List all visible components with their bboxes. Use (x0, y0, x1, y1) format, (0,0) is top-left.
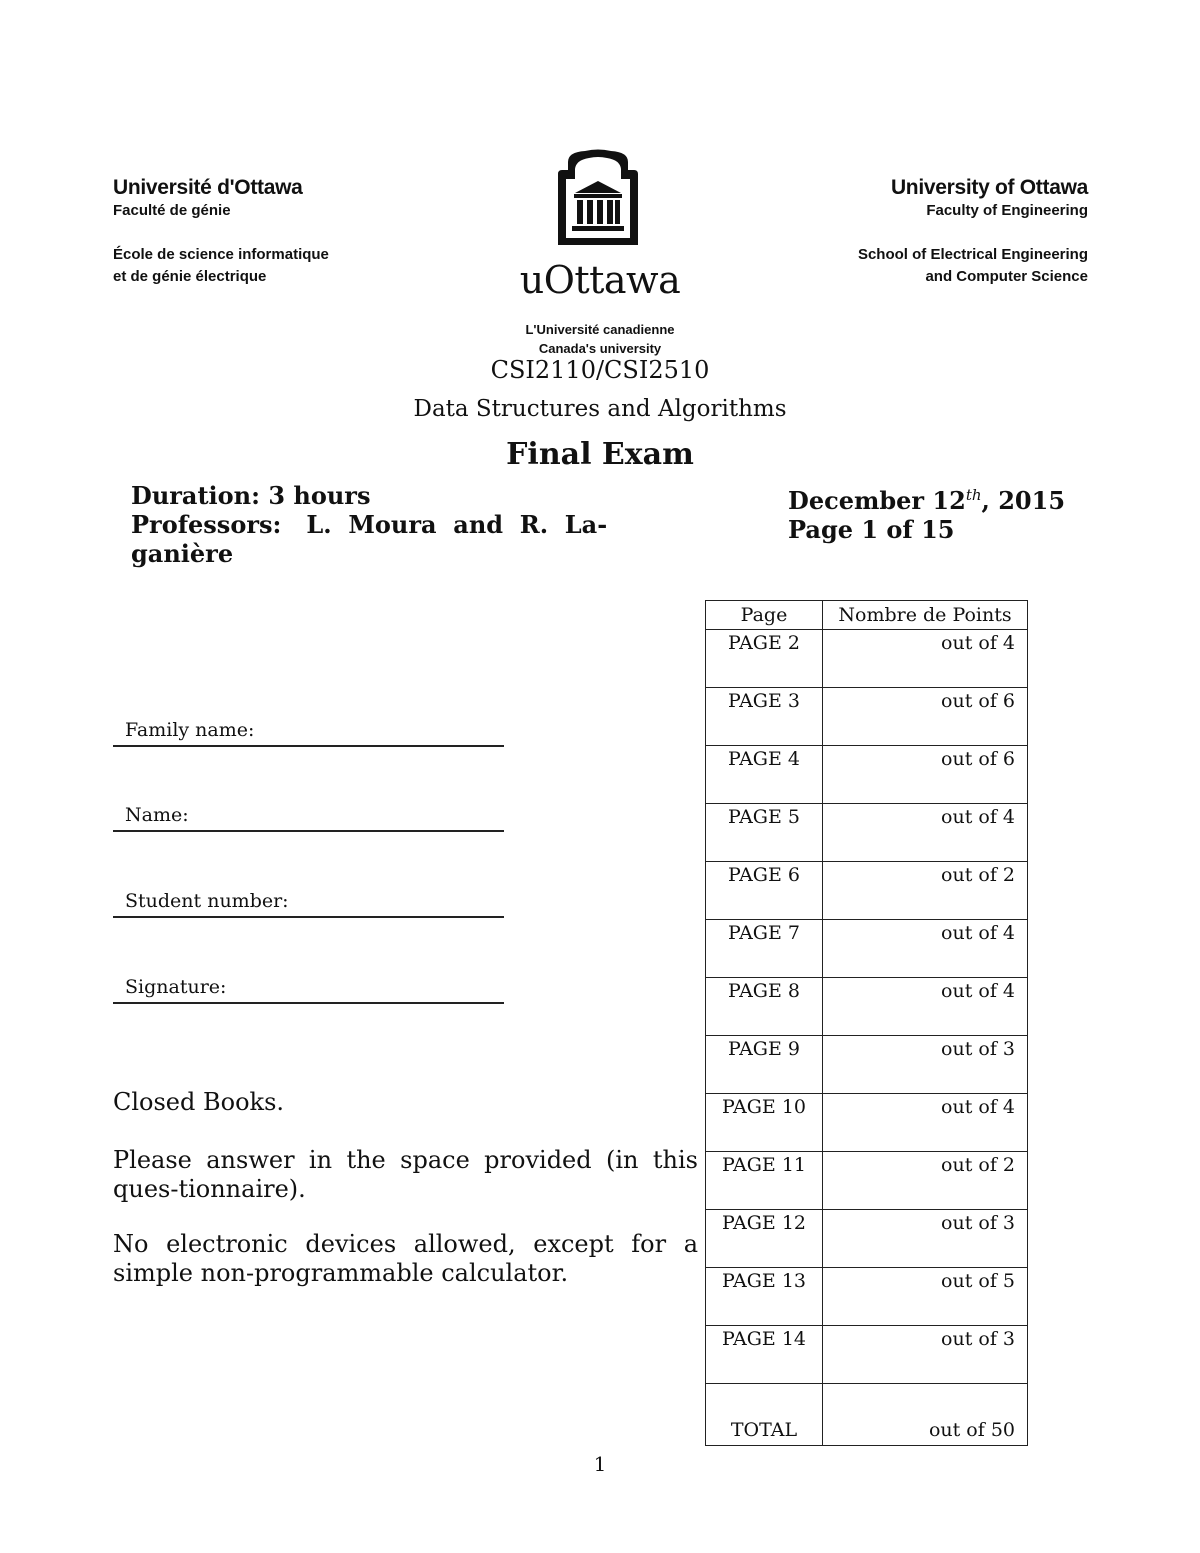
school-name-en-line1: School of Electrical Engineering (857, 246, 1088, 263)
date-text: December 12 (788, 486, 966, 515)
family-name-label: Family name: (125, 719, 255, 741)
row-page: PAGE 8 (706, 978, 823, 1036)
exam-date (788, 481, 1108, 515)
course-code: CSI2110/CSI2510 (490, 356, 710, 384)
row-page: PAGE 10 (706, 1094, 823, 1152)
logo-wordmark: uOttawa (519, 258, 681, 302)
total-label: TOTAL (706, 1384, 823, 1446)
row-points[interactable]: out of 5 (823, 1268, 1028, 1326)
exam-meta-left (131, 481, 651, 568)
score-table (705, 600, 1028, 1446)
table-row (706, 630, 1028, 688)
school-name-fr-line2: et de génie électrique (113, 268, 267, 285)
name-label: Name: (125, 804, 189, 826)
faculty-name-en: Faculty of Engineering (926, 202, 1088, 219)
school-name-en-line2: and Computer Science (925, 268, 1088, 285)
signature-label: Signature: (125, 976, 227, 998)
table-row (706, 1210, 1028, 1268)
exam-page-info: Page 1 of 15 (788, 515, 955, 544)
table-row (706, 804, 1028, 862)
row-points[interactable]: out of 2 (823, 862, 1028, 920)
exam-duration: Duration: 3 hours (131, 481, 371, 510)
row-page: PAGE 2 (706, 630, 823, 688)
date-superscript: th (965, 486, 982, 504)
faculty-name-fr: Faculté de génie (113, 202, 231, 219)
page-number: 1 (593, 1452, 607, 1476)
row-page: PAGE 9 (706, 1036, 823, 1094)
row-page: PAGE 7 (706, 920, 823, 978)
row-page: PAGE 6 (706, 862, 823, 920)
course-name: Data Structures and Algorithms (413, 396, 787, 422)
header-points: Nombre de Points (823, 601, 1028, 630)
row-points[interactable]: out of 4 (823, 630, 1028, 688)
row-points[interactable]: out of 3 (823, 1326, 1028, 1384)
table-row (706, 978, 1028, 1036)
university-logo-icon (555, 148, 641, 246)
table-row (706, 862, 1028, 920)
row-page: PAGE 3 (706, 688, 823, 746)
instruction-devices: No electronic devices allowed, except for a simple non-programmable calculator. (113, 1230, 698, 1287)
table-row (706, 1326, 1028, 1384)
date-year: , 2015 (981, 486, 1066, 515)
student-number-label: Student number: (125, 890, 289, 912)
table-row (706, 1036, 1028, 1094)
exam-professors-line1: Professors: L. Moura and R. La- (131, 510, 608, 539)
row-points[interactable]: out of 3 (823, 1036, 1028, 1094)
row-points[interactable]: out of 2 (823, 1152, 1028, 1210)
school-name-fr-line1: École de science informatique (113, 246, 329, 263)
row-points[interactable]: out of 6 (823, 746, 1028, 804)
family-name-field[interactable] (113, 719, 504, 747)
table-row (706, 1094, 1028, 1152)
row-page: PAGE 14 (706, 1326, 823, 1384)
total-row (706, 1384, 1028, 1446)
table-row (706, 1152, 1028, 1210)
row-points[interactable]: out of 4 (823, 1094, 1028, 1152)
header-page: Page (706, 601, 823, 630)
instruction-answer-space: Please answer in the space provided (in this ques-tionnaire). (113, 1146, 698, 1203)
table-row (706, 746, 1028, 804)
instruction-closed-books: Closed Books. (113, 1088, 285, 1116)
row-points[interactable]: out of 4 (823, 804, 1028, 862)
university-name-en: University of Ottawa (890, 176, 1088, 199)
row-points[interactable]: out of 4 (823, 920, 1028, 978)
row-page: PAGE 12 (706, 1210, 823, 1268)
university-name-fr: Université d'Ottawa (113, 176, 303, 199)
table-row (706, 1268, 1028, 1326)
total-points[interactable]: out of 50 (823, 1384, 1028, 1446)
row-points[interactable]: out of 6 (823, 688, 1028, 746)
tagline-english: Canada's university (538, 341, 662, 356)
signature-field[interactable] (113, 976, 504, 1004)
exam-meta-right (788, 481, 1108, 544)
university-tagline (480, 320, 720, 358)
row-page: PAGE 5 (706, 804, 823, 862)
table-row (706, 920, 1028, 978)
row-points[interactable]: out of 3 (823, 1210, 1028, 1268)
row-page: PAGE 4 (706, 746, 823, 804)
score-table-header (706, 601, 1028, 630)
exam-professors-line2: ganière (131, 539, 234, 568)
exam-title: Final Exam (506, 437, 694, 472)
header-french (113, 176, 443, 288)
table-row (706, 688, 1028, 746)
row-page: PAGE 11 (706, 1152, 823, 1210)
row-page: PAGE 13 (706, 1268, 823, 1326)
header-english (760, 176, 1088, 288)
student-number-field[interactable] (113, 890, 504, 918)
tagline-french: L'Université canadienne (525, 322, 675, 337)
row-points[interactable]: out of 4 (823, 978, 1028, 1036)
name-field[interactable] (113, 804, 504, 832)
